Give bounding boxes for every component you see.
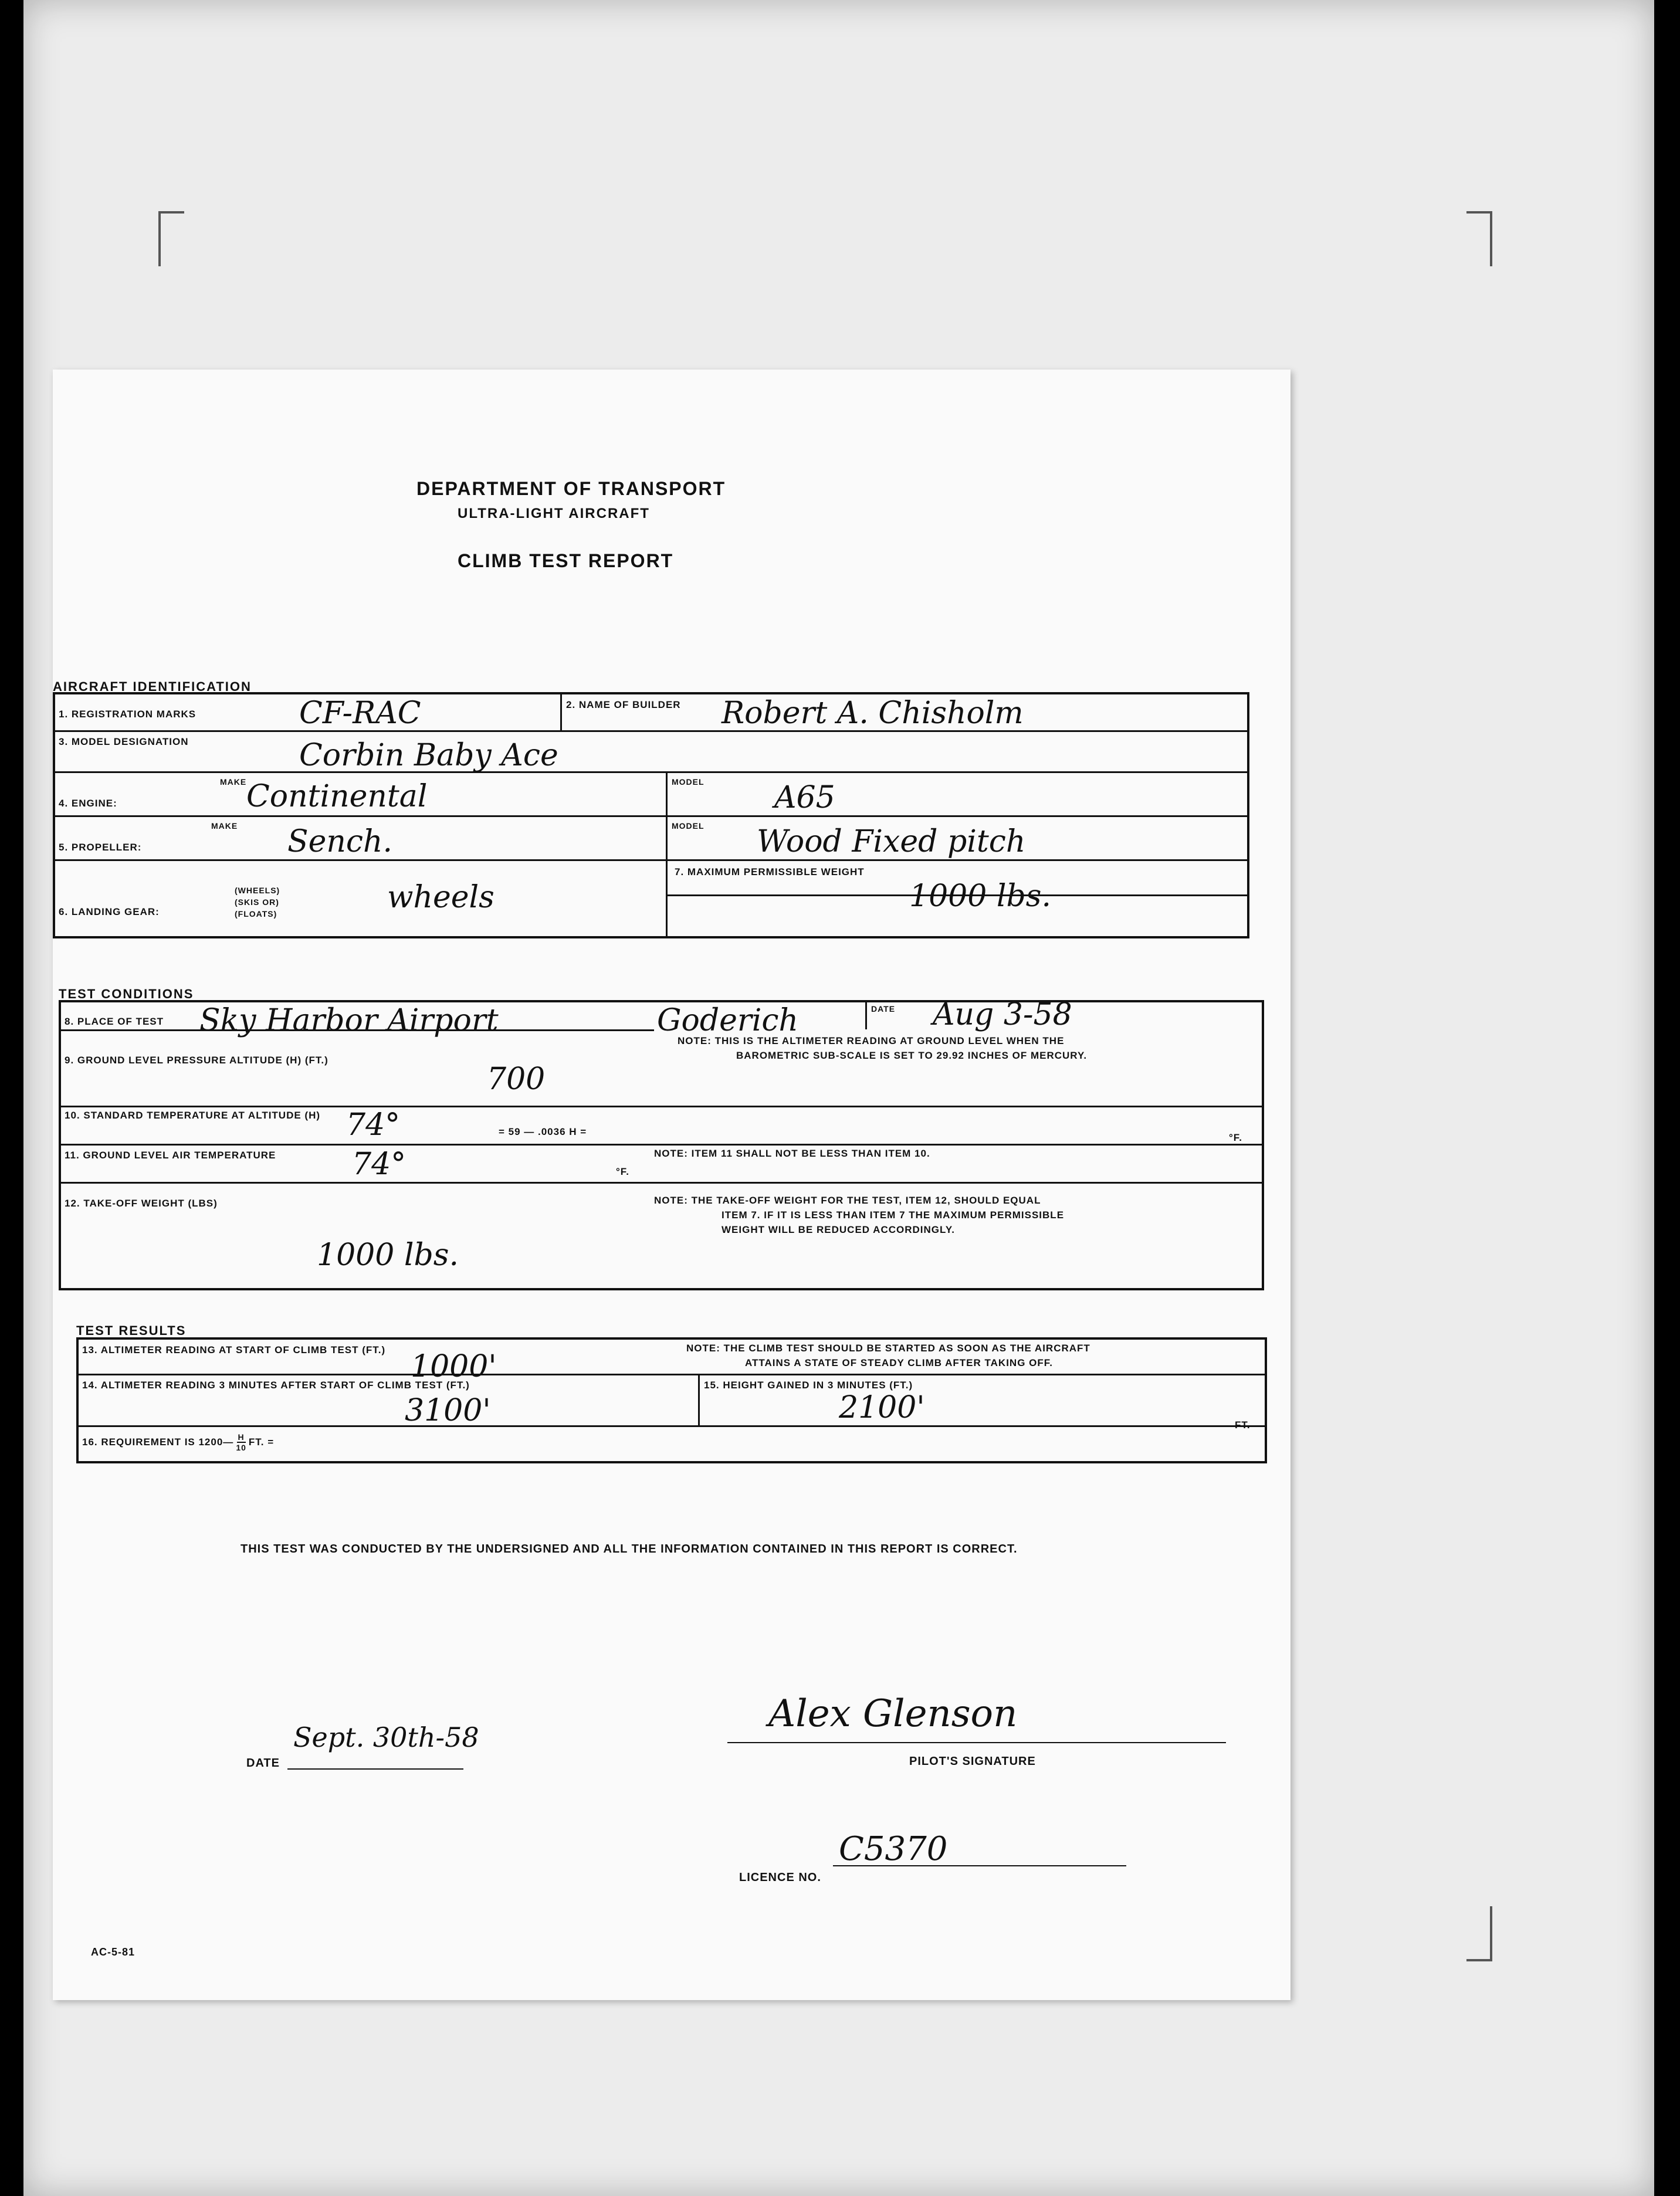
department-title: DEPARTMENT OF TRANSPORT	[416, 478, 726, 499]
propeller-make-label: MAKE	[211, 821, 238, 831]
landing-gear-option-floats: (FLOATS)	[235, 909, 277, 919]
place-label: 8. PLACE OF TEST	[65, 1016, 164, 1027]
form-number: AC-5-81	[91, 1946, 136, 1958]
propeller-make-value: Sench.	[287, 824, 393, 859]
test-results-heading: TEST RESULTS	[76, 1323, 187, 1338]
ground-pressure-note-2: BAROMETRIC SUB-SCALE IS SET TO 29.92 INCHES OF MERCURY.	[736, 1050, 1088, 1061]
licence-label: LICENCE NO.	[739, 1871, 821, 1884]
max-weight-value: 1000 lbs.	[909, 879, 1051, 914]
crop-mark-bottom-right	[1466, 1906, 1492, 1961]
registration-value: CF-RAC	[299, 696, 421, 731]
report-title: CLIMB TEST REPORT	[458, 550, 674, 571]
test-date-value: Aug 3-58	[933, 997, 1072, 1032]
crop-mark-top-right	[1466, 211, 1492, 266]
propeller-model-value: Wood Fixed pitch	[757, 824, 1026, 859]
takeoff-note-2: ITEM 7. IF IT IS LESS THAN ITEM 7 THE MAXIMUM PERMISSIBLE	[722, 1209, 1065, 1221]
registration-label: 1. REGISTRATION MARKS	[59, 709, 197, 720]
certification-statement: THIS TEST WAS CONDUCTED BY THE UNDERSIGNED AND ALL THE INFORMATION CONTAINED IN THIS REPORT IS CORRECT.	[241, 1543, 1018, 1556]
model-designation-label: 3. MODEL DESIGNATION	[59, 736, 189, 747]
height-gained-label: 15. HEIGHT GAINED IN 3 MINUTES (FT.)	[704, 1380, 913, 1391]
landing-gear-label: 6. LANDING GEAR:	[59, 906, 160, 917]
max-weight-label: 7. MAXIMUM PERMISSIBLE WEIGHT	[675, 866, 865, 877]
landing-gear-option-skis: (SKIS OR)	[235, 897, 279, 907]
air-temp-label: 11. GROUND LEVEL AIR TEMPERATURE	[65, 1150, 276, 1161]
model-designation-value: Corbin Baby Ace	[299, 738, 558, 773]
ground-pressure-value: 700	[487, 1062, 546, 1097]
start-altimeter-label: 13. ALTIMETER READING AT START OF CLIMB TEST (FT.)	[82, 1344, 386, 1355]
three-min-altimeter-value: 3100'	[405, 1393, 491, 1428]
crop-mark-top-left	[158, 211, 184, 266]
place-value-2: Goderich	[657, 1003, 799, 1038]
document-sheet	[23, 0, 1654, 2196]
takeoff-note-3: WEIGHT WILL BE REDUCED ACCORDINGLY.	[722, 1224, 955, 1235]
form-subtitle: ULTRA-LIGHT AIRCRAFT	[458, 506, 650, 521]
ground-pressure-note-1: NOTE: THIS IS THE ALTIMETER READING AT GROUND LEVEL WHEN THE	[678, 1035, 1065, 1046]
engine-make-value: Continental	[246, 779, 428, 814]
height-gained-value: 2100'	[839, 1390, 925, 1425]
std-temp-formula: = 59 — .0036 H =	[499, 1126, 587, 1137]
test-conditions-heading: TEST CONDITIONS	[59, 987, 194, 1001]
date-signed-label: DATE	[246, 1757, 280, 1770]
air-temp-unit: °F.	[616, 1166, 630, 1177]
signature-label: PILOT'S SIGNATURE	[909, 1755, 1036, 1768]
takeoff-weight-value: 1000 lbs.	[317, 1238, 459, 1273]
std-temp-unit: °F.	[1229, 1132, 1243, 1143]
date-label: DATE	[871, 1004, 896, 1014]
takeoff-weight-label: 12. TAKE-OFF WEIGHT (LBS)	[65, 1198, 218, 1209]
builder-value: Robert A. Chisholm	[722, 696, 1024, 731]
std-temp-value: 74°	[346, 1107, 401, 1143]
propeller-model-label: MODEL	[672, 821, 704, 831]
date-signed-value: Sept. 30th-58	[293, 1721, 479, 1753]
engine-make-label: MAKE	[220, 777, 247, 787]
engine-label: 4. ENGINE:	[59, 798, 117, 809]
requirement-fraction-numerator: H	[238, 1432, 245, 1442]
requirement-fraction-denominator: 10	[236, 1443, 246, 1452]
propeller-label: 5. PROPELLER:	[59, 842, 142, 853]
landing-gear-value: wheels	[387, 880, 494, 915]
start-altimeter-value: 1000'	[411, 1349, 497, 1384]
licence-value: C5370	[839, 1830, 948, 1868]
takeoff-note-1: NOTE: THE TAKE-OFF WEIGHT FOR THE TEST, ITEM 12, SHOULD EQUAL	[654, 1195, 1041, 1206]
climb-test-form	[53, 370, 1291, 2000]
height-gained-unit: FT.	[1235, 1419, 1251, 1431]
requirement-row	[82, 1432, 274, 1452]
engine-model-label: MODEL	[672, 777, 704, 787]
ground-pressure-label: 9. GROUND LEVEL PRESSURE ALTITUDE (H) (FT.)	[65, 1055, 328, 1066]
requirement-label: 16. REQUIREMENT IS 1200—	[82, 1436, 234, 1448]
three-min-altimeter-label: 14. ALTIMETER READING 3 MINUTES AFTER START OF CLIMB TEST (FT.)	[82, 1380, 470, 1391]
builder-label: 2. NAME OF BUILDER	[566, 699, 681, 710]
signature-line	[727, 1742, 1226, 1743]
air-temp-value: 74°	[352, 1147, 407, 1182]
engine-model-value: A65	[774, 780, 835, 815]
pilot-signature: Alex Glenson	[768, 1692, 1018, 1736]
date-signed-line	[287, 1768, 463, 1770]
start-note-2: ATTAINS A STATE OF STEADY CLIMB AFTER TAKING OFF.	[745, 1357, 1053, 1368]
std-temp-label: 10. STANDARD TEMPERATURE AT ALTITUDE (H)	[65, 1110, 321, 1121]
requirement-unit: FT. =	[248, 1436, 275, 1448]
place-value: Sky Harbor Airport	[199, 1003, 499, 1038]
start-note-1: NOTE: THE CLIMB TEST SHOULD BE STARTED AS SOON AS THE AIRCRAFT	[686, 1343, 1090, 1354]
requirement-fraction	[236, 1432, 246, 1452]
air-temp-note: NOTE: ITEM 11 SHALL NOT BE LESS THAN ITEM 10.	[654, 1148, 930, 1159]
aircraft-identification-heading: AIRCRAFT IDENTIFICATION	[53, 679, 252, 694]
landing-gear-option-wheels: (WHEELS)	[235, 886, 280, 895]
